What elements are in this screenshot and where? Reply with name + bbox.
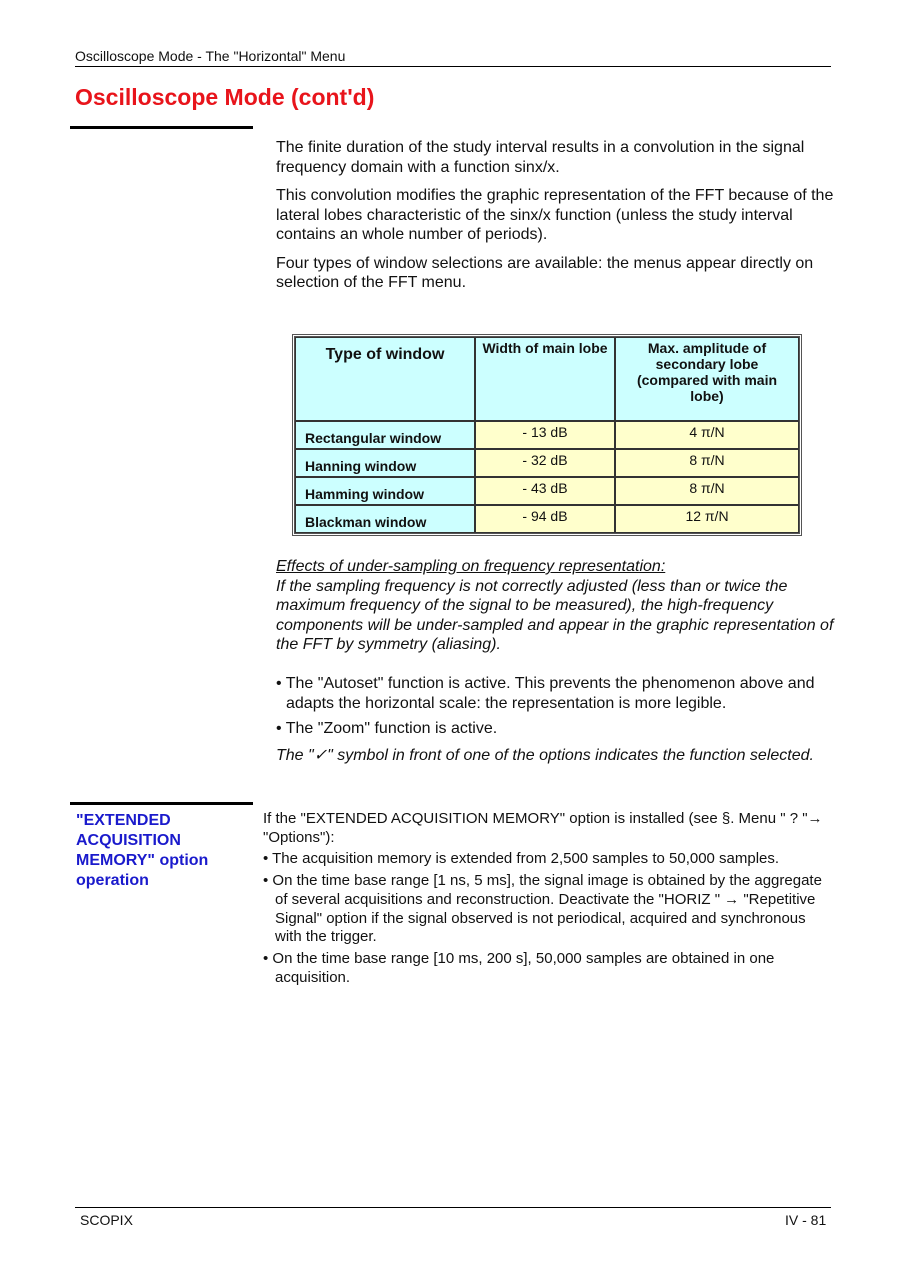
main-lobe-width: - 13 dB xyxy=(475,421,615,449)
main-lobe-width: - 94 dB xyxy=(475,505,615,533)
bullet-list xyxy=(276,674,836,745)
footer-rule xyxy=(75,1207,831,1208)
window-table xyxy=(292,334,802,536)
table-header-row xyxy=(295,337,799,421)
main-lobe-width: - 43 dB xyxy=(475,477,615,505)
bullet-item: • The "Autoset" function is active. This prevents the phenomenon above and adapts the horizontal scale: the representation is more legible. xyxy=(276,675,815,712)
paragraph: The finite duration of the study interval results in a convolution in the signal frequency domain with a function sinx/x. xyxy=(276,139,805,176)
checkmark-note: The "✓" symbol in front of one of the options indicates the function selected. xyxy=(276,747,814,764)
bullet-item: • The acquisition memory is extended from 2,500 samples to 50,000 samples. xyxy=(263,850,780,868)
extended-memory-section xyxy=(263,810,823,987)
side-heading: "EXTENDED ACQUISITION MEMORY" option operation xyxy=(76,812,209,889)
bullet-item: • On the time base range [10 ms, 200 s], 50,000 samples are obtained in one acquisition. xyxy=(263,949,775,986)
page-number: IV - 81 xyxy=(785,1212,827,1228)
secondary-lobe-amp: 8 π/N xyxy=(615,449,799,477)
paragraph: Four types of window selections are available: the menus appear directly on selection of the FFT menu. xyxy=(276,254,814,291)
secondary-lobe-amp: 8 π/N xyxy=(615,477,799,505)
page-title: Oscilloscope Mode (cont'd) xyxy=(75,84,375,110)
footer-left: SCOPIX xyxy=(80,1212,133,1228)
header-cell: Max. amplitude of secondary lobe (compared with main lobe) xyxy=(615,337,799,421)
paragraph: This convolution modifies the graphic representation of the FFT because of the lateral lobes characteristic of the sinx/x function (unless the study interval contains an whole number of periods). xyxy=(276,187,834,243)
table-row xyxy=(295,477,799,505)
undersampling-section xyxy=(276,557,836,655)
undersampling-text: If the sampling frequency is not correctly adjusted (less than or twice the maximum frequency of the signal to be measured), the high-frequency components will be under-sampled and appear in the graphic representation of the FFT by symmetry (aliasing). xyxy=(276,577,834,653)
window-name: Rectangular window xyxy=(295,421,475,449)
extended-intro: If the "EXTENDED ACQUISITION MEMORY" option is installed (see §. Menu " ? "→ "Options"): xyxy=(263,810,823,846)
running-header: Oscilloscope Mode - The "Horizontal" Menu xyxy=(75,48,346,64)
window-name: Hamming window xyxy=(295,477,475,505)
window-name: Hanning window xyxy=(295,449,475,477)
section-rule xyxy=(70,126,253,129)
header-cell: Width of main lobe xyxy=(475,337,615,421)
secondary-lobe-amp: 4 π/N xyxy=(615,421,799,449)
intro-text xyxy=(276,138,836,302)
window-name: Blackman window xyxy=(295,505,475,533)
table-row xyxy=(295,421,799,449)
undersampling-heading: Effects of under-sampling on frequency representation: xyxy=(276,558,666,575)
section-rule xyxy=(70,802,253,805)
secondary-lobe-amp: 12 π/N xyxy=(615,505,799,533)
header-cell: Type of window xyxy=(295,337,475,421)
table-row xyxy=(295,449,799,477)
header-rule xyxy=(75,66,831,67)
bullet-item: • On the time base range [1 ns, 5 ms], the signal image is obtained by the aggregate of several acquisitions and reconstruction. Deactivate the "HORIZ " → "Repetitive Signal" option if the signal observed is not periodical, acquired and synchronous with the trigger. xyxy=(263,872,822,946)
bullet-item: • The "Zoom" function is active. xyxy=(276,720,498,737)
table-row xyxy=(295,505,799,533)
main-lobe-width: - 32 dB xyxy=(475,449,615,477)
